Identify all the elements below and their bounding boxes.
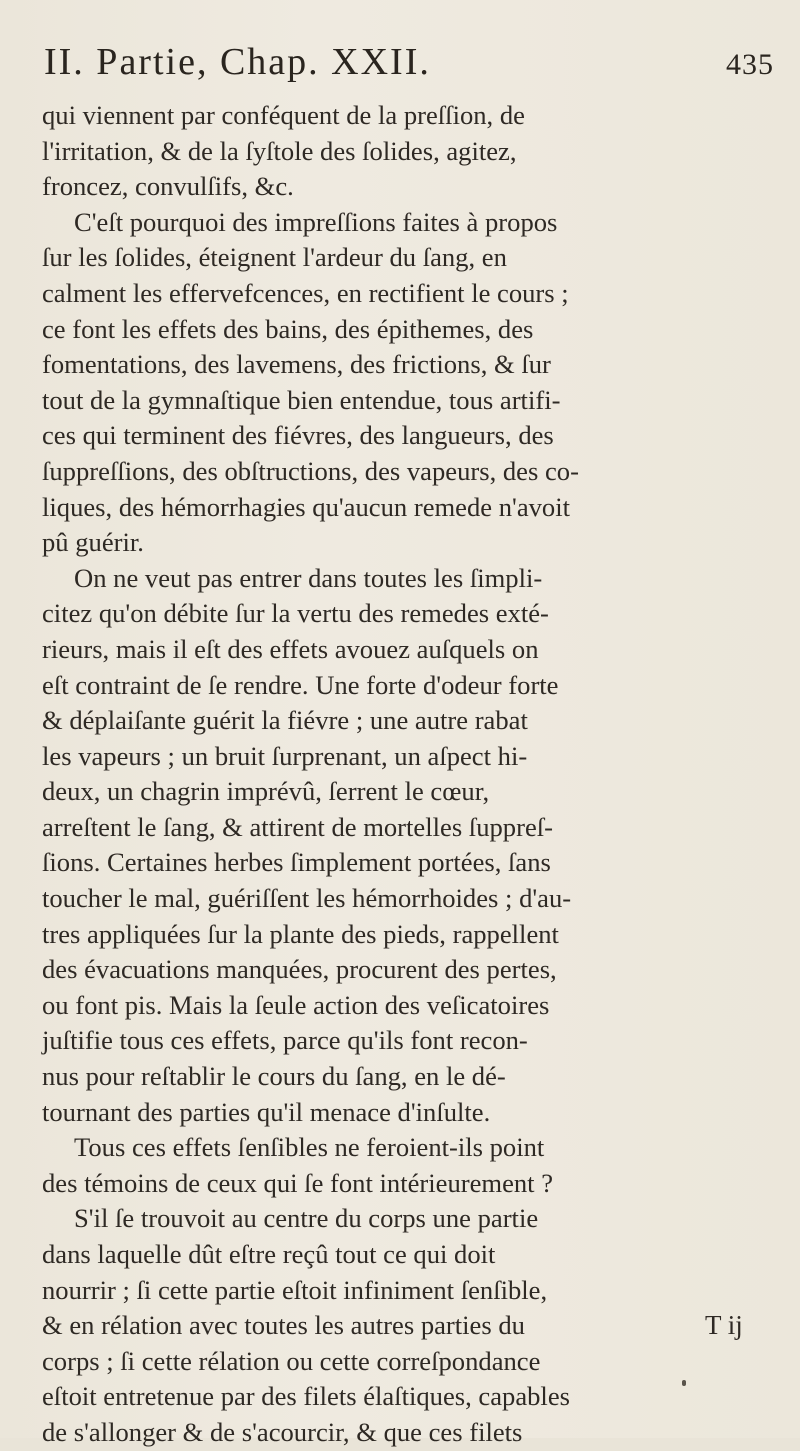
text-line: eſt contraint de ſe rendre. Une forte d'odeur forte bbox=[42, 669, 559, 700]
text-line: froncez, convulſifs, &c. bbox=[42, 171, 294, 202]
text-line: ce font les effets des bains, des épithemes, des bbox=[42, 313, 534, 344]
text-line: arreſtent le ſang, & attirent de mortelles ſuppreſ- bbox=[42, 811, 553, 842]
text-line: C'eſt pourquoi des impreſſions faites à propos bbox=[74, 206, 558, 237]
page-number: 435 bbox=[726, 48, 774, 81]
text-line: ou font pis. Mais la ſeule action des veſicatoires bbox=[42, 989, 550, 1020]
text-line: citez qu'on débite ſur la vertu des remedes exté- bbox=[42, 598, 549, 629]
text-line: des évacuations manquées, procurent des pertes, bbox=[42, 954, 557, 985]
text-line: deux, un chagrin imprévû, ſerrent le cœur, bbox=[42, 776, 490, 807]
text-line: nus pour reſtablir le cours du ſang, en le dé- bbox=[42, 1061, 506, 1092]
text-line: & déplaiſante guérit la fiévre ; une autre rabat bbox=[42, 705, 528, 736]
text-line: tres appliquées ſur la plante des pieds, rappellent bbox=[42, 918, 559, 949]
text-line: fomentations, des lavemens, des frictions, & ſur bbox=[42, 349, 551, 380]
text-line: corps ; ſi cette rélation ou cette correſpondance bbox=[42, 1345, 541, 1376]
text-line: pû guérir. bbox=[42, 527, 144, 558]
text-line: calment les effervefcences, en rectifient le cours ; bbox=[42, 277, 569, 308]
text-line: tout de la gymnaſtique bien entendue, tous artifi- bbox=[42, 384, 561, 415]
running-title: II. Partie, Chap. XXII. bbox=[44, 41, 431, 83]
text-line: de s'allonger & de s'acourcir, & que ces filets bbox=[42, 1416, 523, 1447]
text-line: juſtifie tous ces effets, parce qu'ils font recon- bbox=[42, 1025, 528, 1056]
text-line: eſtoit entretenue par des filets élaſtiques, capables bbox=[42, 1381, 570, 1412]
text-line: nourrir ; ſi cette partie eſtoit infiniment ſenſible, bbox=[42, 1274, 548, 1305]
text-line: & en rélation avec toutes les autres parties du bbox=[42, 1310, 525, 1341]
text-line: On ne veut pas entrer dans toutes les ſimpli- bbox=[74, 562, 543, 593]
text-line: l'irritation, & de la ſyſtole des ſolides, agitez, bbox=[42, 135, 517, 166]
text-line: liques, des hémorrhagies qu'aucun remede n'avoit bbox=[42, 491, 570, 522]
text-line: dans laquelle dût eſtre reçû tout ce qui doit bbox=[42, 1239, 496, 1269]
text-line: qui viennent par conféquent de la preſſion, de bbox=[42, 100, 525, 130]
text-line: ſions. Certaines herbes ſimplement portées, ſans bbox=[42, 847, 551, 878]
catchword: T ij bbox=[705, 1310, 743, 1340]
body-text bbox=[42, 98, 787, 1451]
text-line: ces qui terminent des fiévres, des langueurs, des bbox=[42, 420, 554, 451]
text-line: toucher le mal, guériſſent les hémorrhoides ; d'au- bbox=[42, 883, 572, 914]
text-line: tournant des parties qu'il menace d'inſulte. bbox=[42, 1096, 491, 1127]
text-line: ſur les ſolides, éteignent l'ardeur du ſang, en bbox=[42, 242, 507, 273]
running-head bbox=[44, 40, 774, 96]
text-line: rieurs, mais il eſt des effets avouez auſquels on bbox=[42, 633, 539, 664]
text-line: Tous ces effets ſenſibles ne feroient-ils point bbox=[74, 1132, 545, 1163]
text-line: les vapeurs ; un bruit ſurprenant, un aſpect hi- bbox=[42, 740, 528, 771]
ink-speck bbox=[682, 1380, 686, 1386]
text-line: S'il ſe trouvoit au centre du corps une partie bbox=[74, 1203, 539, 1234]
text-line: des témoins de ceux qui ſe font intérieurement ? bbox=[42, 1167, 554, 1198]
text-line: ſuppreſſions, des obſtructions, des vapeurs, des co- bbox=[42, 455, 579, 486]
